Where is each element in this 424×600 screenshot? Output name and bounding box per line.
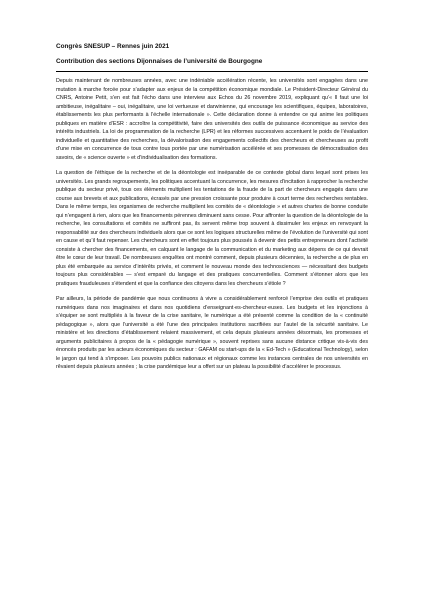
paragraph-3: Par ailleurs, la période de pandémie que nous continuons à vivre a considérablement renforcé l’emprise des outils et pratiques numériques dans nos imaginaires et dans nos quotidiens d’enseignant·es-chercheur·euses. Les budgets et les injonctions à s’équiper se sont multipliés à la faveur de la crise sanitaire, le numérique a été présenté comme la condition de la « continuité pédagogique », alors que l’université a été l’une des principales institutions sacrifiées sur l’autel de la sécurité sanitaire. Le ministère et les directions d’établissement relaient massivement, et cela depuis plusieurs années désormais, les promesses et arguments publicitaires à propos de la « pédagogie numérique », souvent reprises sans aucune distance critique vis-à-vis des énoncés produits par les acteurs économiques du secteur : GAFAM ou start-ups de la « Ed-Tech » (Educational Technology), selon le jargon qui tend à s’imposer. Les pouvoirs publics nationaux et régionaux comme les instances centrales de nos universités en rêvaient depuis plusieurs années ; la crise pandémique leur a offert sur un plateau la possibilité d’accélérer le processus. [56,296,368,370]
congress-title: Congrès SNESUP – Rennes juin 2021 [56,43,170,50]
paragraph-1: Depuis maintenant de nombreuses années, avec une indéniable accélération récente, les universités sont engagées dans une mutation à marche forcée pour s’adapter aux enjeux de la compétition économique mondiale. Le Président-Directeur Général du CNRS, Antoine Petit, s’en est fait l’écho dans une interview aux Echos du 26 novembre 2019, expliquant qu’« Il faut une loi ambitieuse, inégalitaire – oui, inégalitaire, une loi vertueuse et darwinienne, qui encourage les scientifiques, équipes, laboratoires, établissements les plus performants à l’échelle internationale ». Cette déclaration donne à entendre ce qui anime les politiques publiques en matière d’ESR : accroître la compétitivité, faire des universités des outils de puissance économique au service des intérêts industriels. La loi de programmation de la recherche (LPR) et les réformes successives accentuent le poids de l’évaluation individuelle et quantitative des recherches, la dévalorisation des engagements collectifs des chercheurs et chercheuses au profit d’une mise en concurrence de tous contre tous portée par une numérisation accélérée et ses promesses de démocratisation des savoirs, de « science ouverte » et d’individualisation des formations. [56,78,368,161]
header-rule [56,71,368,72]
paragraph-2: La question de l’éthique de la recherche et de la déontologie est inséparable de ce contexte global dans lequel sont prises les universités. Les grands regroupements, les politiques accentuant la concurrence, les mesures d’incitation à rapprocher la recherche publique du secteur privé, tous ces éléments multiplient les tentations de la fraude de la part de chercheurs engagés dans une course aux brevets et aux publications, écrasés par une pression croissante pour produire à court terme des recherches rentables. Dans le même temps, les organismes de recherche multiplient les comités de « déontologie » et autres chartes de bonne conduite qui n’engagent à rien, alors que les financements pérennes diminuent sans cesse. Pour affronter la question de la déontologie de la recherche, les consultations et comités ne suffiront pas, ils servent même trop souvent à dissimuler les enjeux en renvoyant la responsabilité sur des chercheurs individuels alors que ce sont les logiques structurelles même de l’évolution de l’université qui sont en cause et qu’il faut repenser. Les chercheurs sont en effet toujours plus poussés à devenir des petits entrepreneurs dont l’activité consiste à chercher des financements, en calquant le langage de la communication et du marketing aux dépens de ce qui devrait être le cœur de leur travail. De nombreuses enquêtes ont montré comment, depuis plusieurs décennies, la recherche a de plus en plus été embarquée au service d’intérêts privés, et comment le nouveau monde des technosciences — nécessitant des budgets toujours plus considérables — s’est emparé du langage et des pratiques concurrentielles. Comment s’étonner alors que les pratiques frauduleuses s’étendent et que la confiance des citoyens dans les chercheurs s’étiole ? [56,170,368,287]
contribution-title: Contribution des sections Dijonnaises de l’université de Bourgogne [56,58,263,65]
